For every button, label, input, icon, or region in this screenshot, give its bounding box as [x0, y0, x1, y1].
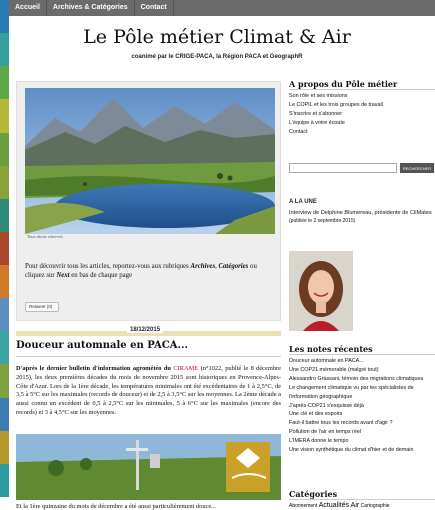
une-title[interactable]: Interview de Delphine Blumereau, présidente de CliMates [289, 210, 432, 216]
strip-segment [0, 133, 9, 166]
recent-link[interactable]: Une clé et des espoirs [289, 411, 343, 418]
strip-segment [0, 99, 9, 132]
strip-segment [0, 232, 9, 265]
about-heading: A propos du Pôle métier [289, 79, 435, 90]
about-link[interactable]: S'inscrire et s'abonner [289, 110, 342, 117]
post-body-rest: (n°1022, publié le 8 décembre 2015), les deux premières décades du mois de novembre 2015 sont historiques en Provence-Alpes-Côte d'Azur. Lors de la 1ère décade, les températures minimales ont été excédentaires de 1 à 2,5°C, de 3,5 à 5°C sur les maximales (records de douceur) et de 2,5 à 3,5°C sur les moyennes. La 2ème décade a aussi connu un excédent de 0,5 à 2,5°C sur les minimales, 5 à 6°C sur les maximales (encore des records) et 3 à 4,5°C sur les moyennes. [16, 365, 281, 416]
recent-link[interactable]: Une COP21 mémorable (malgré tout) [289, 366, 379, 373]
recent-link[interactable]: Le changement climatique vu par les spécialistes de l'information géographique [289, 384, 414, 400]
retweet-button[interactable]: Retweet (0) [25, 302, 59, 312]
recent-link[interactable]: Une vision synthétique du climat d'hier et de demain [289, 447, 414, 454]
cirame-logo-text: CIRAME [235, 60, 259, 66]
strip-segment [0, 331, 9, 364]
category-tag[interactable]: Actualités Air [318, 502, 360, 509]
une-article[interactable] [289, 210, 435, 225]
feature-text-comma: , [215, 263, 219, 270]
about-link[interactable]: Le COPIL et les trois groupes de travail [289, 101, 383, 108]
search-input[interactable] [289, 163, 397, 173]
archives-link[interactable]: Archives [190, 263, 216, 270]
about-link[interactable]: Son rôle et ses missions [289, 93, 348, 99]
strip-segment [0, 265, 9, 298]
search-form [289, 161, 435, 177]
recent-link[interactable]: Alessandro Grassani, témoin des migrations climatiques [289, 375, 424, 382]
banner-caption: Les relations climat agriculture [24, 64, 107, 71]
top-navigation [9, 0, 435, 16]
category-tags [289, 502, 435, 509]
category-tag[interactable]: Cartographie [360, 503, 390, 509]
post-body-start: D'après le dernier bulletin d'information agrométéo du [16, 365, 174, 372]
categories-link[interactable]: Catégories [218, 263, 249, 270]
strip-segment [0, 431, 9, 464]
categories [289, 489, 435, 509]
nav-contact[interactable]: Contact [135, 0, 174, 16]
search-button[interactable]: RECHERCHER [400, 163, 434, 173]
next-link[interactable]: Next [56, 272, 70, 279]
post-title[interactable]: Douceur automnale en PACA... [16, 340, 188, 351]
strip-segment [0, 464, 9, 497]
strip-segment [0, 364, 9, 397]
une-date: (publiée le 2 septembre 2015) [289, 217, 356, 224]
about-links [289, 92, 435, 137]
strip-segment [0, 33, 9, 66]
strip-segment [0, 398, 9, 431]
portrait-photo [289, 251, 353, 331]
site-subtitle: coanimé par le CRIGE-PACA, la Région PACA et GeographR [131, 54, 303, 60]
nav-archives-categories[interactable]: Archives & Catégories [47, 0, 135, 16]
left-color-strip [0, 0, 9, 497]
une-heading: A LA UNE [289, 199, 317, 205]
about-link[interactable]: L'équipe à votre écoute [289, 119, 345, 126]
mountain-lake-photo [25, 88, 275, 234]
post-continued: Et la 1ère quinzaine du mois de décembre a été aussi particulièrement douce... [16, 503, 216, 510]
feature-text-1: Pour découvrir tous les articles, reportez-vous aux rubriques [25, 263, 191, 270]
post-body [16, 365, 281, 418]
post-date: 18/12/2015 [127, 327, 163, 333]
recent-link[interactable]: J'après-COP21 s'esquisse déjà [289, 402, 364, 409]
post-divider [16, 356, 281, 357]
site-title[interactable]: Le Pôle métier Climat & Air [83, 26, 351, 48]
photo-credit: Tous droits réservés [27, 234, 63, 239]
nav-accueil[interactable]: Accueil [9, 0, 47, 16]
strip-segment [0, 66, 9, 99]
recent-link[interactable]: Pollution de l'air en temps réel [289, 429, 362, 436]
recent-link[interactable]: Douceur automnale en PACA... [289, 358, 364, 364]
recent-heading: Les notes récentes [289, 344, 435, 355]
strip-segment [0, 199, 9, 232]
strip-segment [0, 0, 9, 33]
climate-agriculture-banner [16, 434, 281, 500]
recent-link[interactable]: L'IMERA donne le tempo [289, 438, 349, 445]
feature-text-2: ou cliquez sur [25, 263, 257, 279]
recent-link[interactable]: Faut-il battre tous les records avant d'agir ? [289, 420, 393, 427]
sidebar [289, 79, 435, 509]
strip-segment [0, 298, 9, 331]
recent-posts [289, 344, 435, 455]
feature-instructions [25, 262, 275, 280]
featured-box [16, 81, 281, 321]
cirame-link[interactable]: CIRAME [173, 365, 199, 372]
feature-text-3: en bas de chaque page [69, 272, 133, 279]
categories-heading: Catégories [289, 489, 435, 500]
category-tag[interactable]: Abonnement [289, 503, 318, 509]
about-link[interactable]: Contact [289, 128, 308, 135]
strip-segment [0, 166, 9, 199]
